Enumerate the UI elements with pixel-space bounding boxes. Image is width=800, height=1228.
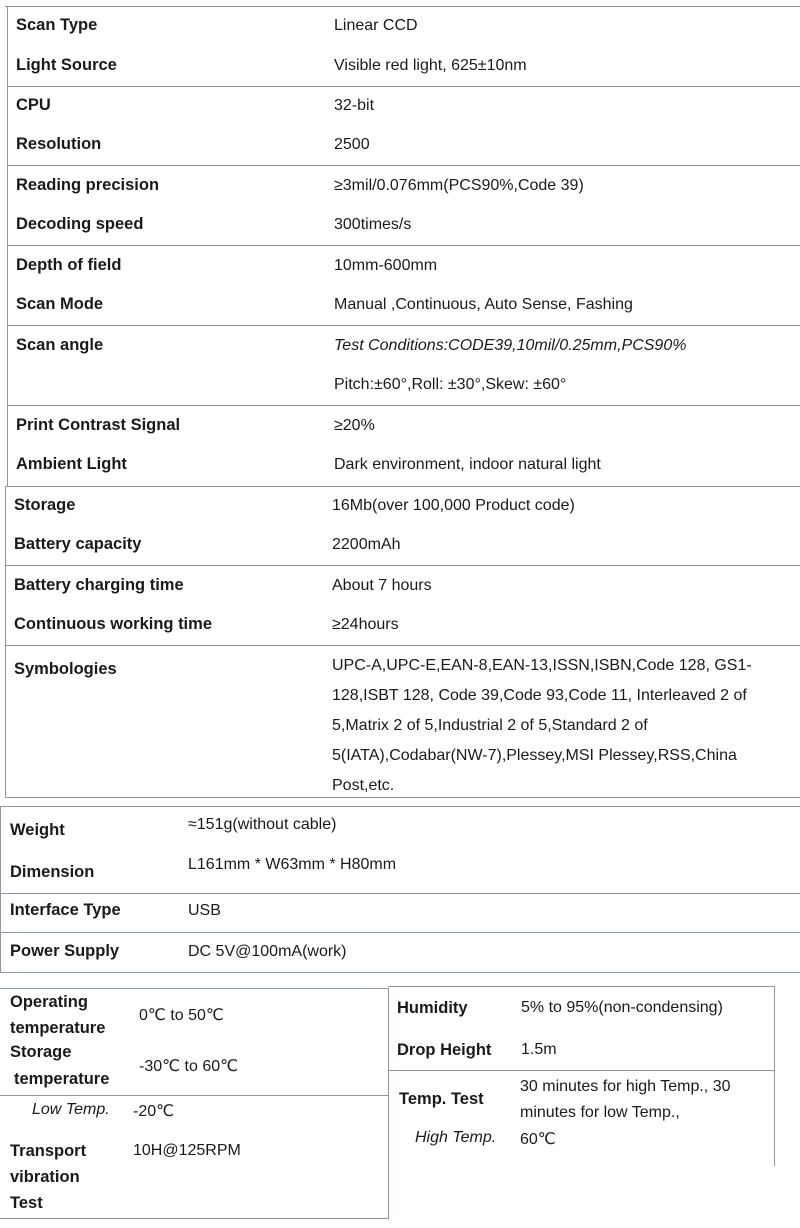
drop-height-label: Drop Height — [397, 1041, 492, 1059]
spec-label: Scan Type — [16, 16, 98, 34]
transport-vibration-label: Transport vibration Test — [10, 1142, 87, 1212]
spec-value: Dark environment, indoor natural light — [334, 456, 601, 473]
power-label: Power Supply — [10, 942, 120, 960]
storage-temp-label-cont: temperature — [14, 1070, 110, 1088]
row-divider — [5, 645, 800, 646]
row-divider — [7, 245, 800, 246]
row-divider — [388, 1070, 774, 1071]
dimension-value: L161mm * W63mm * H80mm — [188, 856, 397, 873]
interface-label: Interface Type — [10, 901, 121, 919]
table-left-border — [5, 486, 6, 798]
spec-label: Light Source — [16, 56, 117, 74]
spec-label: Print Contrast Signal — [16, 416, 181, 434]
humidity-value: 5% to 95%(non-condensing) — [521, 999, 723, 1016]
table-right-border — [774, 986, 775, 1166]
spec-label: Scan Mode — [16, 295, 104, 313]
spec-label: Storage — [14, 496, 76, 514]
spec-value: 10mm-600mm — [334, 257, 438, 274]
spec-value: Linear CCD — [334, 17, 418, 34]
column-divider — [388, 988, 389, 1218]
spec-label: Reading precision — [16, 176, 160, 194]
spec-value: ≥3mil/0.076mm(PCS90%,Code 39) — [334, 177, 584, 194]
spec-label: Battery capacity — [14, 535, 142, 553]
spec-label: Battery charging time — [14, 576, 184, 594]
humidity-label: Humidity — [397, 999, 468, 1017]
spec-value: ≥24hours — [332, 616, 399, 633]
row-divider — [7, 325, 800, 326]
interface-value: USB — [188, 902, 221, 919]
spec-value: About 7 hours — [332, 577, 432, 594]
power-value: DC 5V@100mA(work) — [188, 943, 347, 960]
row-divider — [0, 932, 800, 933]
transport-vibration-value: 10H@125RPM — [133, 1142, 241, 1159]
table-left-border — [7, 6, 8, 486]
spec-value: 2200mAh — [332, 536, 401, 553]
table-left-border — [0, 806, 1, 973]
row-divider — [388, 986, 774, 987]
spec-label: Ambient Light — [16, 455, 127, 473]
weight-value: ≈151g(without cable) — [188, 816, 337, 833]
spec-value: ≥20% — [334, 417, 375, 434]
spec-label: CPU — [16, 96, 51, 114]
low-temp-value: -20℃ — [133, 1103, 175, 1120]
spec-value: 32-bit — [334, 97, 375, 114]
spec-value: UPC-A,UPC-E,EAN-8,EAN-13,ISSN,ISBN,Code 128, GS1-128,ISBT 128, Code 39,Code 93,Code 11, Interleaved 2 of 5,Matrix 2 of 5,Industrial 2 of 5,Standard 2 of 5(IATA),Codabar(NW-7),Plessey,MSI Plessey,RSS,China Post,etc. — [332, 657, 752, 794]
temp-test-value: 30 minutes for high Temp., 30 minutes for low Temp., — [520, 1078, 731, 1121]
high-temp-label: High Temp. — [415, 1129, 497, 1146]
spec-label: Scan angle — [16, 336, 104, 354]
drop-height-value: 1.5m — [521, 1041, 557, 1058]
spec-label: Decoding speed — [16, 215, 144, 233]
spec-value-secondary: Pitch:±60°,Roll: ±30°,Skew: ±60° — [334, 376, 567, 393]
spec-label: Resolution — [16, 135, 102, 153]
operating-temp-label: Operating temperature — [10, 993, 106, 1037]
spec-value: 2500 — [334, 136, 370, 153]
row-divider — [5, 565, 800, 566]
spec-value: Visible red light, 625±10nm — [334, 57, 527, 74]
spec-label: Symbologies — [14, 660, 117, 678]
row-divider — [5, 6, 800, 7]
spec-value: 16Mb(over 100,000 Product code) — [332, 497, 575, 514]
row-divider — [5, 486, 800, 487]
row-divider — [0, 806, 800, 807]
storage-temp-value: -30℃ to 60℃ — [139, 1058, 239, 1075]
row-divider — [7, 86, 800, 87]
high-temp-value: 60℃ — [520, 1131, 556, 1148]
row-divider — [7, 165, 800, 166]
spec-value: Manual ,Continuous, Auto Sense, Fashing — [334, 296, 633, 313]
spec-value: 300times/s — [334, 216, 412, 233]
row-divider — [0, 1218, 389, 1219]
row-divider — [0, 1095, 388, 1096]
row-divider — [7, 405, 800, 406]
spec-label: Depth of field — [16, 256, 122, 274]
weight-label: Weight — [10, 821, 65, 839]
operating-temp-value: 0℃ to 50℃ — [139, 1007, 224, 1024]
spec-value: Test Conditions:CODE39,10mil/0.25mm,PCS90% — [334, 337, 687, 354]
low-temp-label: Low Temp. — [32, 1101, 110, 1118]
temp-test-label: Temp. Test — [399, 1090, 484, 1108]
storage-temp-label: Storage — [10, 1043, 72, 1061]
spec-label: Continuous working time — [14, 615, 212, 633]
row-divider — [0, 893, 800, 894]
dimension-label: Dimension — [10, 863, 95, 881]
row-divider — [0, 972, 800, 973]
